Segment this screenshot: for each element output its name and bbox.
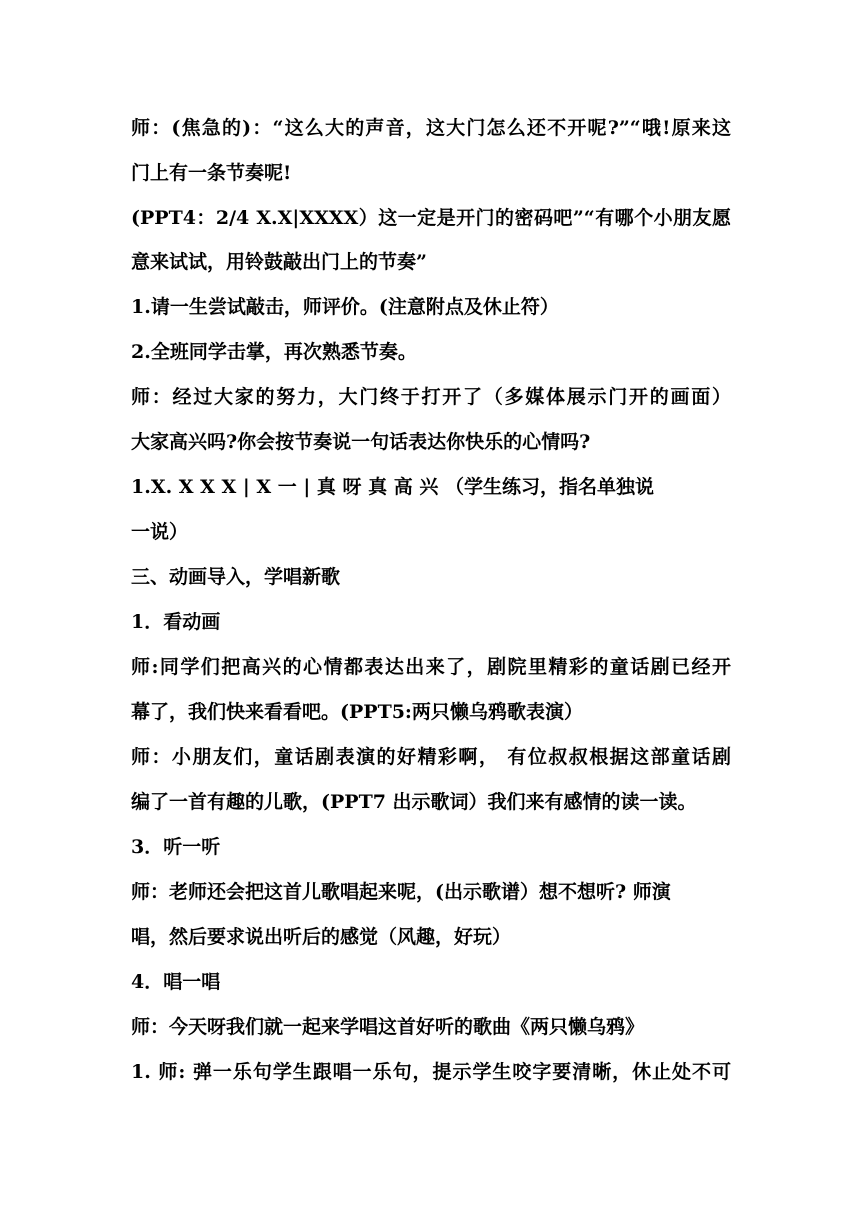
list-item: 2.全班同学击掌，再次熟悉节奏。 <box>131 341 417 363</box>
text-line: 师：(焦急的)：“这么大的声音，这大门怎么还不开呢?”“哦!原来这 <box>131 117 731 139</box>
text-line: 大家高兴吗?你会按节奏说一句话表达你快乐的心情吗? <box>131 431 591 453</box>
text-line: 编了一首有趣的儿歌，(PPT7 出示歌词）我们来有感情的读一读。 <box>131 791 697 813</box>
text-line: 1. 师: 弹一乐句学生跟唱一乐句，提示学生咬字要清晰，休止处不可 <box>131 1061 731 1083</box>
list-item: 1.请一生尝试敲击，师评价。(注意附点及休止符） <box>131 296 559 318</box>
text-line: 幕了，我们快来看看吧。(PPT5:两只懒乌鸦歌表演） <box>131 701 583 723</box>
text-line: 唱，然后要求说出听后的感觉（风趣，好玩） <box>131 926 512 948</box>
text-line: (PPT4：2/4 X.X|XXXX）这一定是开门的密码吧”“有哪个小朋友愿 <box>131 207 731 229</box>
text-line: 师:同学们把高兴的心情都表达出来了，剧院里精彩的童话剧已经开 <box>131 656 731 678</box>
text-line: 师：经过大家的努力，大门终于打开了（多媒体展示门开的画面） <box>131 386 731 408</box>
text-line: 师：老师还会把这首儿歌唱起来呢，(出示歌谱）想不想听? 师演 <box>131 881 671 903</box>
step-heading: 4．唱一唱 <box>131 971 221 993</box>
step-heading: 1．看动画 <box>131 611 221 633</box>
section-heading: 三、动画导入，学唱新歌 <box>131 566 341 588</box>
text-line: 师：小朋友们，童话剧表演的好精彩啊， 有位叔叔根据这部童话剧 <box>131 746 731 768</box>
text-line: 门上有一条节奏呢! <box>131 162 292 184</box>
rhythm-line: 1.X. X X X | X 一 | 真 呀 真 高 兴 （学生练习，指名单独说 <box>131 476 654 498</box>
text-line: 师：今天呀我们就一起来学唱这首好听的歌曲《两只懒乌鸦》 <box>131 1016 645 1038</box>
step-heading: 3．听一听 <box>131 836 221 858</box>
text-line: 一说） <box>131 521 189 543</box>
text-line: 意来试试，用铃鼓敲出门上的节奏” <box>131 251 427 273</box>
